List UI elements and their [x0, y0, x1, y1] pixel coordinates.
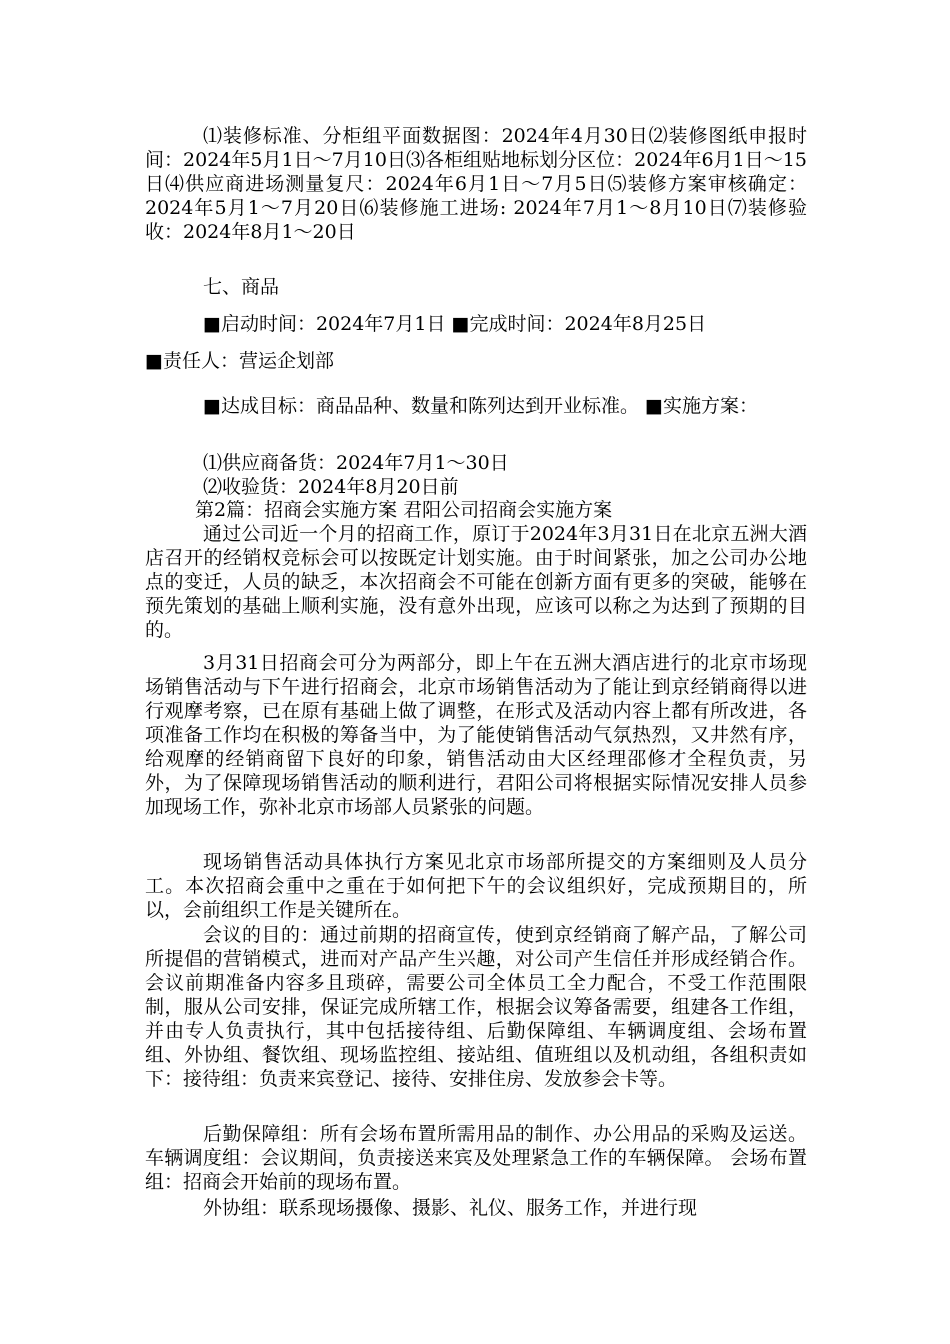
plan-item-1: ⑴供应商备货：2024年7月1～30日: [203, 452, 509, 474]
paragraph-4: 会议的目的：通过前期的招商宣传，使到京经销商了解产品，了解公司所提倡的营销模式，进而对产品产生兴趣，对公司产生信任并形成经销合作。会议前期准备内容多且琐碎，需要公司全体员工全力配合，不受工作范围限制，服从公司安排，保证完成所辖工作，根据会议筹备需要，组建各工作组，并由专人负责执行，其中包括接待组、后勤保障组、车辆调度组、会场布置组、外协组、餐饮组、现场监控组、接站组、值班组以及机动组，各组积责如下：接待组：负责来宾登记、接待、安排住房、发放参会卡等。: [145, 924, 807, 1090]
section-heading: 七、商品: [203, 276, 280, 298]
schedule-block: ⑴装修标准、分柜组平面数据图：2024年4月30日⑵装修图纸申报时间：2024年5月1日～7月10日⑶各柜组贴地标划分区位：2024年6月1日～15日⑷供应商进场测量复尺：2024年6月1日～7月5日⑸装修方案审核确定：2024年5月1～7月20日⑹装修施工进场: 2024年7月1～8月10日⑺装修验收：2024年8月1～20日: [145, 125, 807, 243]
goal-line: ■达成目标：商品品种、数量和陈列达到开业标准。 ■实施方案：: [203, 395, 758, 417]
start-finish-line: ■启动时间：2024年7月1日 ■完成时间：2024年8月25日: [203, 313, 707, 335]
plan-item-2: ⑵收验货：2024年8月20日前: [203, 476, 459, 498]
responsible-line: ■责任人：营运企划部: [145, 350, 334, 372]
part2-title: 第2篇：招商会实施方案 君阳公司招商会实施方案: [195, 499, 613, 521]
paragraph-5: 后勤保障组：所有会场布置所需用品的制作、办公用品的采购及运送。 车辆调度组：会议期间，负责接送来宾及处理紧急工作的车辆保障。 会场布置组：招商会开始前的现场布置。: [145, 1123, 807, 1193]
paragraph-2: 3月31日招商会可分为两部分，即上午在五洲大酒店进行的北京市场现场销售活动与下午进行招商会，北京市场销售活动为了能让到京经销商得以进行观摩考察，已在原有基础上做了调整，在形式及活动内容上都有所改进，各项准备工作均在积极的筹备当中，为了能使销售活动气氛热烈，又井然有序，给观摩的经销商留下良好的印象，销售活动由大区经理邵修才全程负责，另外，为了保障现场销售活动的顺利进行，君阳公司将根据实际情况安排人员参加现场工作，弥补北京市场部人员紧张的问题。: [145, 652, 807, 818]
paragraph-3: 现场销售活动具体执行方案见北京市场部所提交的方案细则及人员分工。本次招商会重中之重在于如何把下午的会议组织好，完成预期目的，所以，会前组织工作是关键所在。: [145, 851, 807, 921]
paragraph-1: 通过公司近一个月的招商工作，原订于2024年3月31日在北京五洲大酒店召开的经销权竞标会可以按既定计划实施。由于时间紧张，加之公司办公地点的变迁，人员的缺乏，本次招商会不可能在创新方面有更多的突破，能够在预先策划的基础上顺利实施，没有意外出现，应该可以称之为达到了预期的目的。: [145, 523, 807, 641]
paragraph-6: 外协组：联系现场摄像、摄影、礼仪、服务工作，并进行现: [203, 1197, 698, 1219]
